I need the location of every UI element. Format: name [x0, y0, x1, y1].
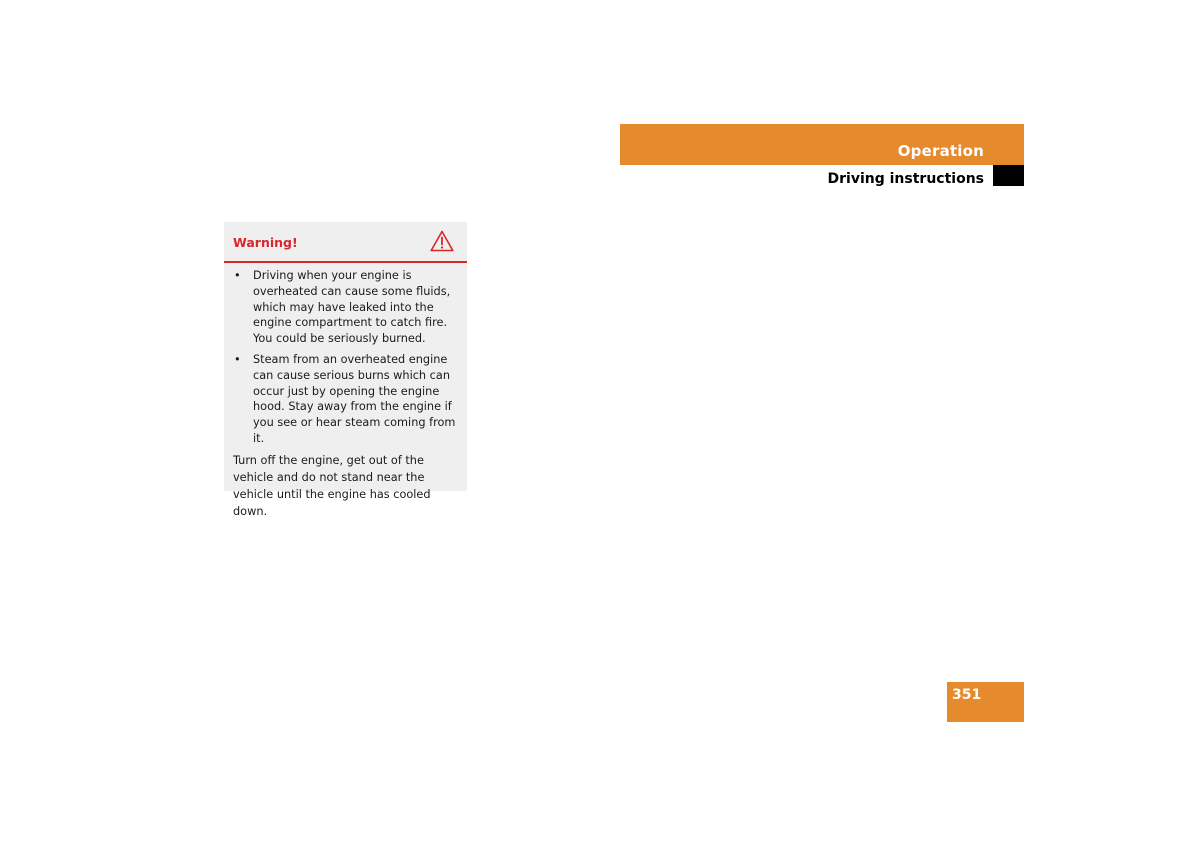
warning-closing-text: Turn off the engine, get out of the vehicle and do not stand near the vehicle until the engine has cooled down.	[233, 453, 431, 518]
warning-bullet-item	[233, 268, 458, 347]
warning-triangle-icon	[430, 230, 454, 252]
warning-bullet-item	[233, 352, 458, 447]
warning-header	[224, 222, 467, 263]
page-number-box	[947, 682, 1024, 722]
section-title: Operation	[897, 142, 984, 160]
subsection-title: Driving instructions	[827, 171, 984, 187]
page-number: 351	[952, 687, 982, 703]
warning-bullet-text: Driving when your engine is overheated can cause some fluids, which may have leaked into the engine compartment to catch fire. You could be seriously burned.	[253, 269, 451, 346]
section-header-bar	[620, 124, 1024, 165]
bullet-icon: •	[234, 269, 241, 282]
warning-bullet-text: Steam from an overheated engine can cause serious burns which can occur just by opening the engine hood. Stay away from the engine if you see or hear steam coming from it.	[253, 352, 456, 445]
warning-body	[224, 263, 467, 520]
bullet-icon: •	[234, 352, 241, 366]
warning-label: Warning!	[233, 235, 298, 250]
subsection-marker	[993, 165, 1024, 186]
warning-bullet-list	[233, 268, 458, 447]
warning-box	[224, 222, 467, 518]
